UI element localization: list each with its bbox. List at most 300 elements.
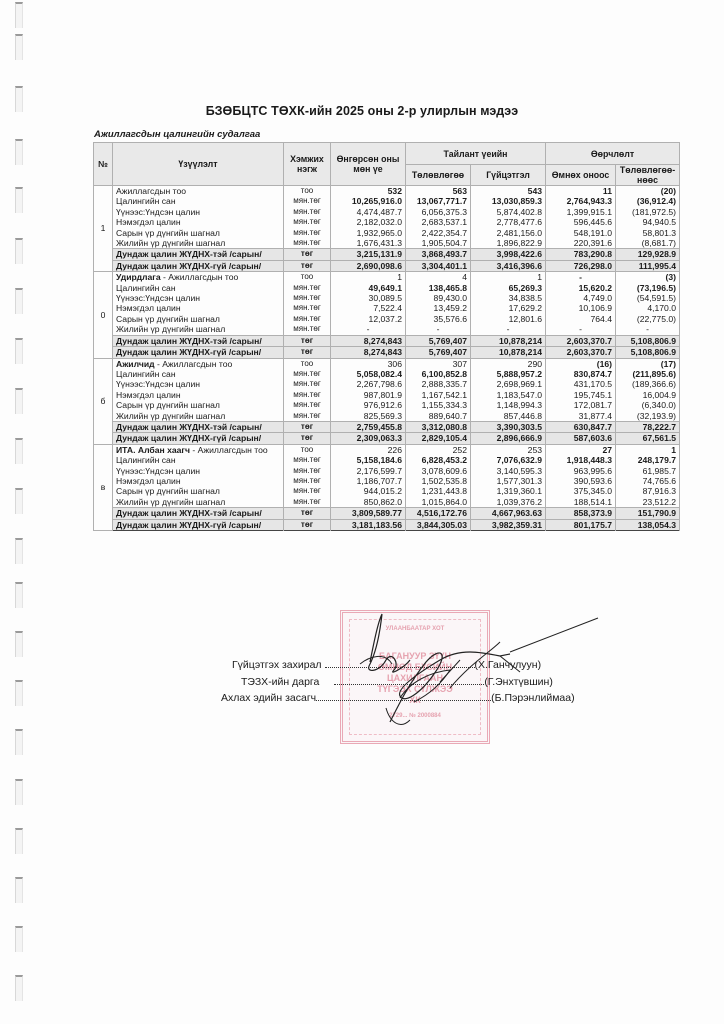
- group-number: в: [94, 444, 113, 530]
- cell-value: 2,888,335.7: [406, 379, 471, 389]
- cell-value: 1,502,535.8: [406, 476, 471, 486]
- binding-hole: [15, 680, 23, 706]
- cell-value: 944,015.2: [331, 486, 406, 496]
- cell-value: 4,474,487.7: [331, 207, 406, 217]
- cell-value: 129,928.9: [616, 249, 680, 260]
- cell-value: 78,222.7: [616, 421, 680, 432]
- cell-value: 630,847.7: [546, 421, 616, 432]
- binding-hole: [15, 582, 23, 608]
- cell-value: 2,481,156.0: [471, 228, 546, 238]
- binding-hole: [15, 187, 23, 213]
- cell-value: (8,681.7): [616, 238, 680, 249]
- row-label: Нэмэгдэл цалин: [113, 217, 284, 227]
- cell-value: 1,183,547.0: [471, 390, 546, 400]
- header-plan: Төлөвлөгөө: [406, 165, 471, 186]
- cell-value: 587,603.6: [546, 433, 616, 444]
- cell-value: 1,577,301.3: [471, 476, 546, 486]
- cell-value: -: [546, 272, 616, 283]
- row-unit: мян.төг: [284, 228, 331, 238]
- cell-value: (211,895.6): [616, 369, 680, 379]
- cell-value: 2,603,370.7: [546, 335, 616, 346]
- table-row: [94, 207, 680, 217]
- header-no: №: [94, 143, 113, 186]
- table-subtitle: Ажиллагсдын цалингийн судалгаа: [94, 129, 261, 140]
- header-report-period: Тайлант үеийн: [406, 143, 546, 165]
- cell-value: 3,809,589.77: [331, 508, 406, 519]
- signature-role: Гүйцэтгэх захирал: [232, 659, 322, 671]
- cell-value: 31,877.4: [546, 411, 616, 422]
- row-label: Сарын үр дүнгийн шагнал: [113, 228, 284, 238]
- cell-value: 16,004.9: [616, 390, 680, 400]
- binding-hole: [15, 729, 23, 755]
- row-label: Цалингийн сан: [113, 283, 284, 293]
- header-indicator: Үзүүлэлт: [113, 143, 284, 186]
- row-unit: мян.төг: [284, 217, 331, 227]
- group-title: ИТА. Албан хаагч: [116, 444, 190, 455]
- cell-value: 726,298.0: [546, 260, 616, 271]
- cell-value: 15,620.2: [546, 283, 616, 293]
- row-unit: тоо: [284, 358, 331, 369]
- document-title: БЗӨБЦТС ТӨХК-ийн 2025 оны 2-р улирлын мэдээ: [205, 104, 519, 118]
- binding-hole: [15, 631, 23, 657]
- cell-value: 2,267,798.6: [331, 379, 406, 389]
- row-label: Үүнээс:Үндсэн цалин: [113, 207, 284, 217]
- cell-value: 17,629.2: [471, 303, 546, 313]
- cell-value: 2,690,098.6: [331, 260, 406, 271]
- cell-value: 596,445.6: [546, 217, 616, 227]
- row-label: Жилийн үр дүнгийн шагнал: [113, 324, 284, 335]
- row-label: Ажиллагсдын тоо: [113, 186, 284, 197]
- row-unit: төг: [284, 433, 331, 444]
- cell-value: 830,874.7: [546, 369, 616, 379]
- cell-value: 5,769,407: [406, 335, 471, 346]
- table-row: [94, 390, 680, 400]
- row-label: Цалингийн сан: [113, 455, 284, 465]
- table-row: [94, 421, 680, 432]
- header-actual: Гүйцэтгэл: [471, 165, 546, 186]
- cell-value: 1,896,822.9: [471, 238, 546, 249]
- table-row: [94, 303, 680, 313]
- cell-value: 65,269.3: [471, 283, 546, 293]
- row-unit: мян.төг: [284, 390, 331, 400]
- row-unit: мян.төг: [284, 238, 331, 249]
- cell-value: 172,081.7: [546, 400, 616, 410]
- row-unit: мян.төг: [284, 476, 331, 486]
- cell-value: 3,416,396.6: [471, 260, 546, 271]
- cell-value: 5,108,806.9: [616, 347, 680, 358]
- row-unit: мян.төг: [284, 314, 331, 324]
- cell-value: -: [331, 324, 406, 335]
- cell-value: 6,828,453.2: [406, 455, 471, 465]
- cell-value: 13,067,771.7: [406, 196, 471, 206]
- table-row: [94, 455, 680, 465]
- group-number: б: [94, 358, 113, 444]
- cell-value: 188,514.1: [546, 497, 616, 508]
- row-label: Дундаж цалин ЖҮДНХ-тэй /сарын/: [113, 335, 284, 346]
- cell-value: 2,182,032.0: [331, 217, 406, 227]
- table-row: [94, 283, 680, 293]
- cell-value: 151,790.9: [616, 508, 680, 519]
- cell-value: 5,108,806.9: [616, 335, 680, 346]
- cell-value: 4,667,963.63: [471, 508, 546, 519]
- cell-value: -: [616, 324, 680, 335]
- cell-value: 27: [546, 444, 616, 455]
- cell-value: 138,465.8: [406, 283, 471, 293]
- cell-value: 58,801.3: [616, 228, 680, 238]
- cell-value: 220,391.6: [546, 238, 616, 249]
- row-label: Үүнээс:Үндсэн цалин: [113, 379, 284, 389]
- cell-value: 1,932,965.0: [331, 228, 406, 238]
- cell-value: 111,995.4: [616, 260, 680, 271]
- cell-value: 825,569.3: [331, 411, 406, 422]
- cell-value: 1,167,542.1: [406, 390, 471, 400]
- row-unit: тоо: [284, 272, 331, 283]
- cell-value: 1: [616, 444, 680, 455]
- table-row: [94, 519, 680, 530]
- header-prev-year: Өнгөрсөн оны мөн үе: [331, 143, 406, 186]
- cell-value: 10,878,214: [471, 347, 546, 358]
- table-row: [94, 411, 680, 422]
- cell-value: 10,265,916.0: [331, 196, 406, 206]
- cell-value: 7,522.4: [331, 303, 406, 313]
- cell-value: 61,985.7: [616, 466, 680, 476]
- table-row: [94, 217, 680, 227]
- cell-value: 3,844,305.03: [406, 519, 471, 530]
- row-label: Дундаж цалин ЖҮДНХ-тэй /сарын/: [113, 421, 284, 432]
- cell-value: 4: [406, 272, 471, 283]
- cell-value: 1,319,360.1: [471, 486, 546, 496]
- cell-value: 34,838.5: [471, 293, 546, 303]
- cell-value: 6,056,375.3: [406, 207, 471, 217]
- table-row: [94, 466, 680, 476]
- cell-value: 12,037.2: [331, 314, 406, 324]
- cell-value: -: [546, 324, 616, 335]
- row-label: Дундаж цалин ЖҮДНХ-тэй /сарын/: [113, 249, 284, 260]
- cell-value: 253: [471, 444, 546, 455]
- row-label: Дундаж цалин ЖҮДНХ-гүй /сарын/: [113, 260, 284, 271]
- cell-value: 7,076,632.9: [471, 455, 546, 465]
- cell-value: 87,916.3: [616, 486, 680, 496]
- row-label: Нэмэгдэл цалин: [113, 303, 284, 313]
- cell-value: 3,982,359.31: [471, 519, 546, 530]
- cell-value: 5,769,407: [406, 347, 471, 358]
- cell-value: 2,309,063.3: [331, 433, 406, 444]
- cell-value: 10,106.9: [546, 303, 616, 313]
- row-label: [113, 358, 284, 369]
- cell-value: (32,193.9): [616, 411, 680, 422]
- table-row: [94, 324, 680, 335]
- row-unit: мян.төг: [284, 486, 331, 496]
- cell-value: (3): [616, 272, 680, 283]
- row-unit: мян.төг: [284, 324, 331, 335]
- cell-value: 3,304,401.1: [406, 260, 471, 271]
- cell-value: -: [471, 324, 546, 335]
- cell-value: 764.4: [546, 314, 616, 324]
- group-title: Ажилчид: [116, 358, 155, 369]
- row-label: [113, 272, 284, 283]
- cell-value: 2,683,537.1: [406, 217, 471, 227]
- row-label: Цалингийн сан: [113, 196, 284, 206]
- binding-hole: [15, 438, 23, 464]
- cell-value: 11: [546, 186, 616, 197]
- row-unit: мян.төг: [284, 466, 331, 476]
- cell-value: 2,764,943.3: [546, 196, 616, 206]
- cell-value: 30,089.5: [331, 293, 406, 303]
- cell-value: 431,170.5: [546, 379, 616, 389]
- binding-hole: [15, 139, 23, 165]
- cell-value: 74,765.6: [616, 476, 680, 486]
- binding-hole: [15, 238, 23, 264]
- signature-role: Ахлах эдийн засагч: [221, 692, 317, 704]
- cell-value: 1,015,864.0: [406, 497, 471, 508]
- cell-value: 248,179.7: [616, 455, 680, 465]
- cell-value: 3,998,422.6: [471, 249, 546, 260]
- group-number: 1: [94, 186, 113, 272]
- row-label: Дундаж цалин ЖҮДНХ-гүй /сарын/: [113, 347, 284, 358]
- binding-hole: [15, 338, 23, 364]
- cell-value: 3,181,183.56: [331, 519, 406, 530]
- cell-value: 67,561.5: [616, 433, 680, 444]
- table-row: [94, 238, 680, 249]
- stamp-city: УЛААНБААТАР ХОТ: [385, 626, 445, 632]
- cell-value: 850,862.0: [331, 497, 406, 508]
- binding-hole: [15, 34, 23, 60]
- cell-value: (189,366.6): [616, 379, 680, 389]
- table-row: [94, 186, 680, 197]
- cell-value: 783,290.8: [546, 249, 616, 260]
- row-label: Жилийн үр дүнгийн шагнал: [113, 411, 284, 422]
- binding-hole: [15, 488, 23, 514]
- cell-value: 8,274,843: [331, 347, 406, 358]
- binding-hole: [15, 975, 23, 1001]
- row-unit: төг: [284, 260, 331, 271]
- cell-value: (17): [616, 358, 680, 369]
- binding-hole: [15, 538, 23, 564]
- cell-value: 976,912.6: [331, 400, 406, 410]
- row-unit: мян.төг: [284, 497, 331, 508]
- row-label: Дундаж цалин ЖҮДНХ-тэй /сарын/: [113, 508, 284, 519]
- cell-value: 548,191.0: [546, 228, 616, 238]
- row-unit: мян.төг: [284, 196, 331, 206]
- table-row: [94, 497, 680, 508]
- cell-value: 290: [471, 358, 546, 369]
- header-change: Өөрчлөлт: [546, 143, 680, 165]
- cell-value: 8,274,843: [331, 335, 406, 346]
- row-unit: төг: [284, 335, 331, 346]
- binding-hole: [15, 2, 23, 28]
- binding-hole: [15, 877, 23, 903]
- row-unit: мян.төг: [284, 283, 331, 293]
- cell-value: (6,340.0): [616, 400, 680, 410]
- cell-value: 4,170.0: [616, 303, 680, 313]
- cell-value: 35,576.6: [406, 314, 471, 324]
- cell-value: 89,430.0: [406, 293, 471, 303]
- cell-value: 1,231,443.8: [406, 486, 471, 496]
- cell-value: 307: [406, 358, 471, 369]
- cell-value: 2,896,666.9: [471, 433, 546, 444]
- table-row: [94, 476, 680, 486]
- row-unit: төг: [284, 421, 331, 432]
- cell-value: (20): [616, 186, 680, 197]
- row-label-text: - Ажиллагсдын тоо: [190, 444, 268, 455]
- handwritten-signatures: [330, 612, 610, 742]
- row-label-text: - Ажиллагсдын тоо: [154, 358, 233, 369]
- cell-value: 543: [471, 186, 546, 197]
- cell-value: 3,390,303.5: [471, 421, 546, 432]
- table-row: [94, 433, 680, 444]
- row-unit: мян.төг: [284, 303, 331, 313]
- cell-value: 801,175.7: [546, 519, 616, 530]
- table-row: [94, 196, 680, 206]
- cell-value: 94,940.5: [616, 217, 680, 227]
- cell-value: 5,158,184.6: [331, 455, 406, 465]
- table-row: [94, 293, 680, 303]
- cell-value: 532: [331, 186, 406, 197]
- row-label: Дундаж цалин ЖҮДНХ-гүй /сарын/: [113, 519, 284, 530]
- group-title: Удирдлага: [116, 272, 161, 283]
- cell-value: 1,676,431.3: [331, 238, 406, 249]
- cell-value: 390,593.6: [546, 476, 616, 486]
- table-row: [94, 379, 680, 389]
- row-label: Нэмэгдэл цалин: [113, 390, 284, 400]
- cell-value: 2,698,969.1: [471, 379, 546, 389]
- table-row: [94, 347, 680, 358]
- group-number: 0: [94, 272, 113, 358]
- signature-name: (Б.Пэрэнлиймаа): [491, 692, 575, 704]
- cell-value: 49,649.1: [331, 283, 406, 293]
- cell-value: 2,176,599.7: [331, 466, 406, 476]
- cell-value: 10,878,214: [471, 335, 546, 346]
- binding-hole: [15, 779, 23, 805]
- table-row: [94, 260, 680, 271]
- row-label: Сарын үр дүнгийн шагнал: [113, 486, 284, 496]
- cell-value: 858,373.9: [546, 508, 616, 519]
- stamp-reg: 2729... № 2000884: [389, 713, 441, 719]
- cell-value: (22,775.0): [616, 314, 680, 324]
- signature-name: (Х.Ганчулуун): [474, 659, 542, 671]
- row-unit: төг: [284, 347, 331, 358]
- cell-value: (181,972.5): [616, 207, 680, 217]
- cell-value: 4,516,172.76: [406, 508, 471, 519]
- binding-hole: [15, 288, 23, 314]
- cell-value: 963,995.6: [546, 466, 616, 476]
- row-label: Жилийн үр дүнгийн шагнал: [113, 497, 284, 508]
- cell-value: 13,459.2: [406, 303, 471, 313]
- row-label: Сарын үр дүнгийн шагнал: [113, 400, 284, 410]
- row-label: Үүнээс:Үндсэн цалин: [113, 466, 284, 476]
- cell-value: (54,591.5): [616, 293, 680, 303]
- cell-value: 2,422,354.7: [406, 228, 471, 238]
- cell-value: 3,140,595.3: [471, 466, 546, 476]
- binding-hole: [15, 388, 23, 414]
- cell-value: 1,039,376.2: [471, 497, 546, 508]
- cell-value: 1,155,334.3: [406, 400, 471, 410]
- cell-value: (73,196.5): [616, 283, 680, 293]
- cell-value: 1,186,707.7: [331, 476, 406, 486]
- cell-value: 3,215,131.9: [331, 249, 406, 260]
- row-label-text: - Ажиллагсдын тоо: [160, 272, 239, 283]
- header-vs-prev: Өмнөх оноос: [546, 165, 616, 186]
- cell-value: (36,912.4): [616, 196, 680, 206]
- cell-value: 1,399,915.1: [546, 207, 616, 217]
- row-unit: тоо: [284, 444, 331, 455]
- cell-value: 5,058,082.4: [331, 369, 406, 379]
- cell-value: 2,778,477.6: [471, 217, 546, 227]
- table-row: [94, 335, 680, 346]
- header-vs-plan: Төлөвлөгөө-нөөс: [616, 165, 680, 186]
- signature-role: ТЭЗХ-ийн дарга: [241, 676, 320, 688]
- cell-value: (16): [546, 358, 616, 369]
- cell-value: 13,030,859.3: [471, 196, 546, 206]
- row-label: Цалингийн сан: [113, 369, 284, 379]
- table-row: [94, 508, 680, 519]
- cell-value: 3,868,493.7: [406, 249, 471, 260]
- cell-value: 23,512.2: [616, 497, 680, 508]
- table-row: [94, 228, 680, 238]
- row-unit: мян.төг: [284, 369, 331, 379]
- row-unit: мян.төг: [284, 207, 331, 217]
- table-row: [94, 486, 680, 496]
- cell-value: 226: [331, 444, 406, 455]
- row-unit: төг: [284, 508, 331, 519]
- row-unit: мян.төг: [284, 455, 331, 465]
- row-unit: мян.төг: [284, 379, 331, 389]
- table-row: [94, 272, 680, 283]
- row-unit: мян.төг: [284, 411, 331, 422]
- table-row: [94, 358, 680, 369]
- row-unit: мян.төг: [284, 400, 331, 410]
- row-label: Дундаж цалин ЖҮДНХ-гүй /сарын/: [113, 433, 284, 444]
- cell-value: 563: [406, 186, 471, 197]
- cell-value: -: [406, 324, 471, 335]
- row-label: Сарын үр дүнгийн шагнал: [113, 314, 284, 324]
- cell-value: 2,829,105.4: [406, 433, 471, 444]
- cell-value: 3,078,609.6: [406, 466, 471, 476]
- cell-value: 1,148,994.3: [471, 400, 546, 410]
- binding-hole: [15, 926, 23, 952]
- cell-value: 138,054.3: [616, 519, 680, 530]
- table-row: [94, 444, 680, 455]
- cell-value: 6,100,852.8: [406, 369, 471, 379]
- salary-table: [93, 142, 680, 531]
- cell-value: 12,801.6: [471, 314, 546, 324]
- cell-value: 5,888,957.2: [471, 369, 546, 379]
- cell-value: 195,745.1: [546, 390, 616, 400]
- cell-value: 857,446.8: [471, 411, 546, 422]
- row-label: [113, 444, 284, 455]
- cell-value: 375,345.0: [546, 486, 616, 496]
- cell-value: 2,603,370.7: [546, 347, 616, 358]
- cell-value: 987,801.9: [331, 390, 406, 400]
- cell-value: 1: [331, 272, 406, 283]
- row-unit: төг: [284, 519, 331, 530]
- cell-value: 2,759,455.8: [331, 421, 406, 432]
- cell-value: 889,640.7: [406, 411, 471, 422]
- cell-value: 306: [331, 358, 406, 369]
- cell-value: 1,905,504.7: [406, 238, 471, 249]
- binding-hole: [15, 828, 23, 854]
- signature-name: (Г.Энхтүвшин): [484, 676, 553, 688]
- row-label: Нэмэгдэл цалин: [113, 476, 284, 486]
- cell-value: 3,312,080.8: [406, 421, 471, 432]
- table-row: [94, 314, 680, 324]
- row-unit: тоо: [284, 186, 331, 197]
- stamp-text: БАГАНУУР ЗҮҮН ӨМНӨД БҮСИЙН ЦАХИЛГААН ТҮГЭЭХ СҮЛЖЭЭ ХК: [377, 651, 453, 705]
- row-unit: мян.төг: [284, 293, 331, 303]
- cell-value: 1,918,448.3: [546, 455, 616, 465]
- row-label: Жилийн үр дүнгийн шагнал: [113, 238, 284, 249]
- header-unit: Хэмжих нэгж: [284, 143, 331, 186]
